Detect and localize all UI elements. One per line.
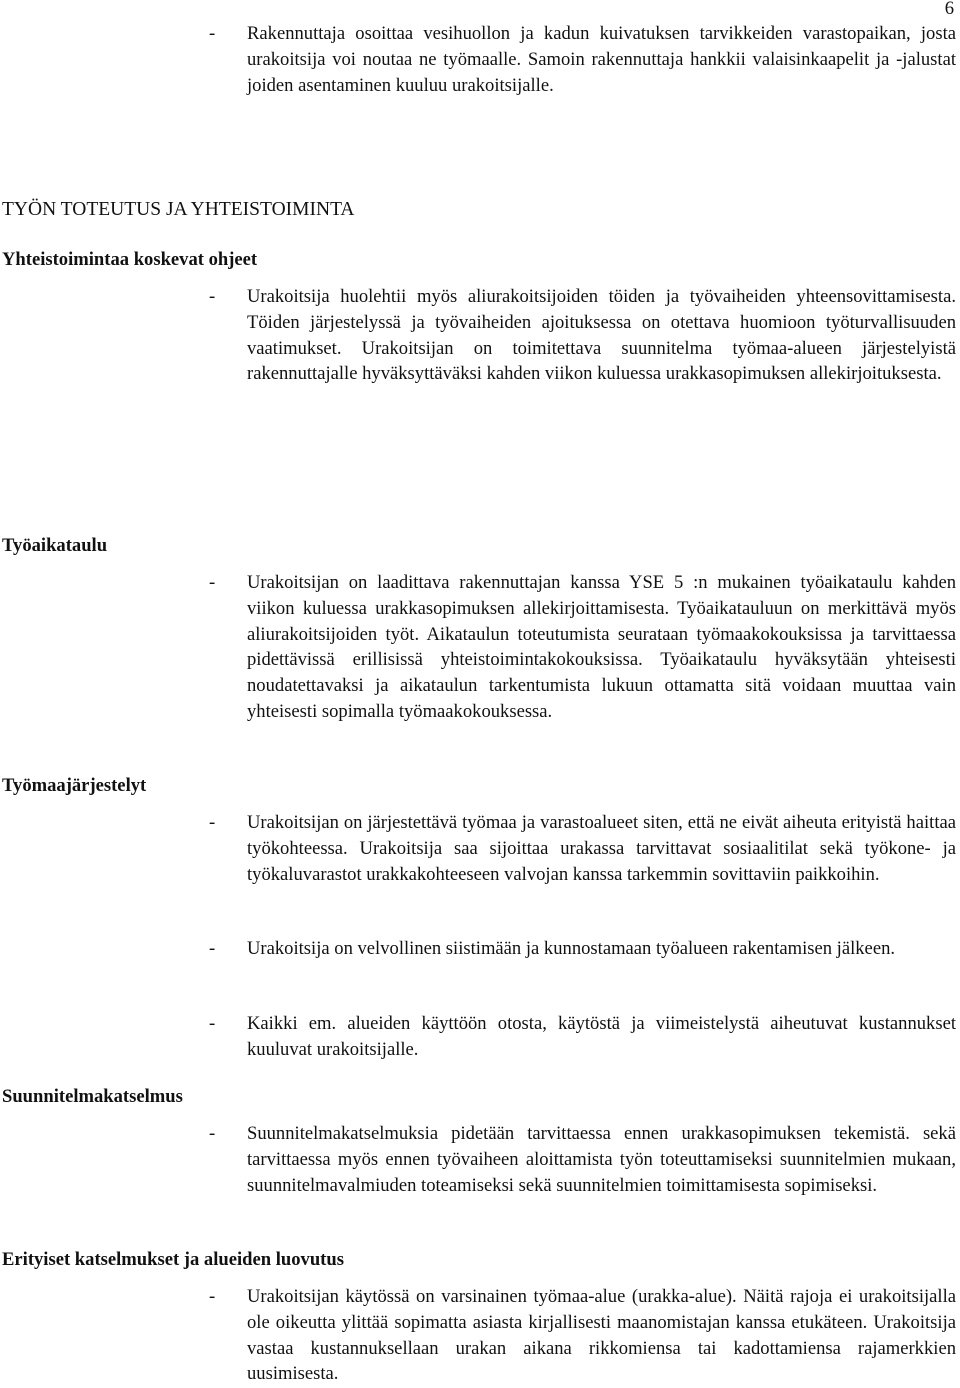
heading-suunnitelmakatselmus: Suunnitelmakatselmus	[2, 1086, 183, 1107]
bullet-text: Urakoitsijan on järjestettävä työmaa ja varastoalueet siten, että ne eivät aiheuta erityistä haittaa työkohteessa. Urakoitsija saa sijoittaa urakassa tarvittavat sosiaalitilat sekä työkone- ja työkaluvarastot urakkakohteeseen valvojan kanssa tarkemmin sovittaviin paikkoihin.	[247, 812, 956, 885]
heading-tyoaikataulu: Työaikataulu	[2, 535, 108, 556]
bullet-dash: -	[209, 286, 216, 307]
bullet-erityiset	[209, 1284, 956, 1387]
bullet-dash: -	[209, 1286, 216, 1307]
bullet-text: Urakoitsijan käytössä on varsinainen työmaa-alue (urakka-alue). Näitä rajoja ei urakoitsijalla ole oikeutta ylittää sopimatta asiasta kirjallisesti maanomistajan kanssa etukäteen. Urakoitsija vastaa kustannuksellaan urakan aikana rikkomiensa tai kadottamiensa rajamerkkien uusimisesta.	[247, 1286, 956, 1385]
bullet-suunnitelmakatselmus	[209, 1121, 956, 1198]
heading-yhteistoiminta: Yhteistoimintaa koskevat ohjeet	[2, 249, 258, 270]
bullet-dash: -	[209, 812, 216, 833]
bullet-tyomaajarjestelyt-2	[209, 936, 956, 962]
bullet-tyoaikataulu	[209, 570, 956, 725]
bullet-yhteistoiminta	[209, 284, 956, 387]
section-title: TYÖN TOTEUTUS JA YHTEISTOIMINTA	[2, 199, 355, 220]
bullet-dash: -	[209, 1123, 216, 1144]
intro-bullet	[209, 21, 956, 98]
bullet-tyomaajarjestelyt-3	[209, 1011, 956, 1063]
bullet-tyomaajarjestelyt-1	[209, 810, 956, 887]
heading-erityiset: Erityiset katselmukset ja alueiden luovutus	[2, 1249, 344, 1270]
bullet-text: Suunnitelmakatselmuksia pidetään tarvittaessa ennen urakkasopimuksen tekemistä. sekä tarvittaessa myös ennen työvaiheen aloittamista työn toteuttamiseksi suunnitelmien mukaan, suunnitelmavalmiuden toteamiseksi sekä suunnitelmien toimittamisesta sopimiseksi.	[247, 1123, 956, 1196]
bullet-dash: -	[209, 1013, 216, 1034]
bullet-text: Urakoitsijan on laadittava rakennuttajan kanssa YSE 5 :n mukainen työaikataulu kahden viikon kuluessa urakkasopimuksen allekirjoittamisesta. Työaikatauluun on merkittävä myös aliurakoitsijoiden työt. Aikataulun toteutumista seurataan työmaakokouksissa ja tarvittaessa pidettävissä erillisissä yhteistoimintakokouksissa. Työaikataulu hyväksytään yhteisesti noudatettavaksi ja aikataulun tarkentumista lukuun ottamatta sitä voidaan muuttaa vain yhteisesti sopimalla työmaakokouksessa.	[247, 572, 956, 722]
page-number: 6	[944, 0, 954, 19]
bullet-text: Urakoitsija huolehtii myös aliurakoitsijoiden töiden ja työvaiheiden yhteensovittamisesta. Töiden järjestelyssä ja työvaiheiden ajoituksessa on otettava huomioon työturvallisuuden vaatimukset. Urakoitsijan on toimitettava suunnitelma työmaa-alueen järjestelyistä rakennuttajalle hyväksyttäväksi kahden viikon kuluessa urakkasopimuksen allekirjoituksesta.	[247, 286, 956, 385]
bullet-dash: -	[209, 23, 216, 44]
bullet-dash: -	[209, 938, 216, 959]
heading-tyomaajarjestelyt: Työmaajärjestelyt	[2, 775, 147, 796]
bullet-dash: -	[209, 572, 216, 593]
bullet-text: Kaikki em. alueiden käyttöön otosta, käytöstä ja viimeistelystä aiheutuvat kustannukset kuuluvat urakoitsijalle.	[247, 1013, 956, 1060]
bullet-text: Rakennuttaja osoittaa vesihuollon ja kadun kuivatuksen tarvikkeiden varastopaikan, josta urakoitsija voi noutaa ne työmaalle. Samoin rakennuttaja hankkii valaisinkaapelit ja -jalustat joiden asentaminen kuuluu urakoitsijalle.	[247, 23, 956, 96]
bullet-text: Urakoitsija on velvollinen siistimään ja kunnostamaan työalueen rakentamisen jälkeen.	[247, 938, 896, 959]
